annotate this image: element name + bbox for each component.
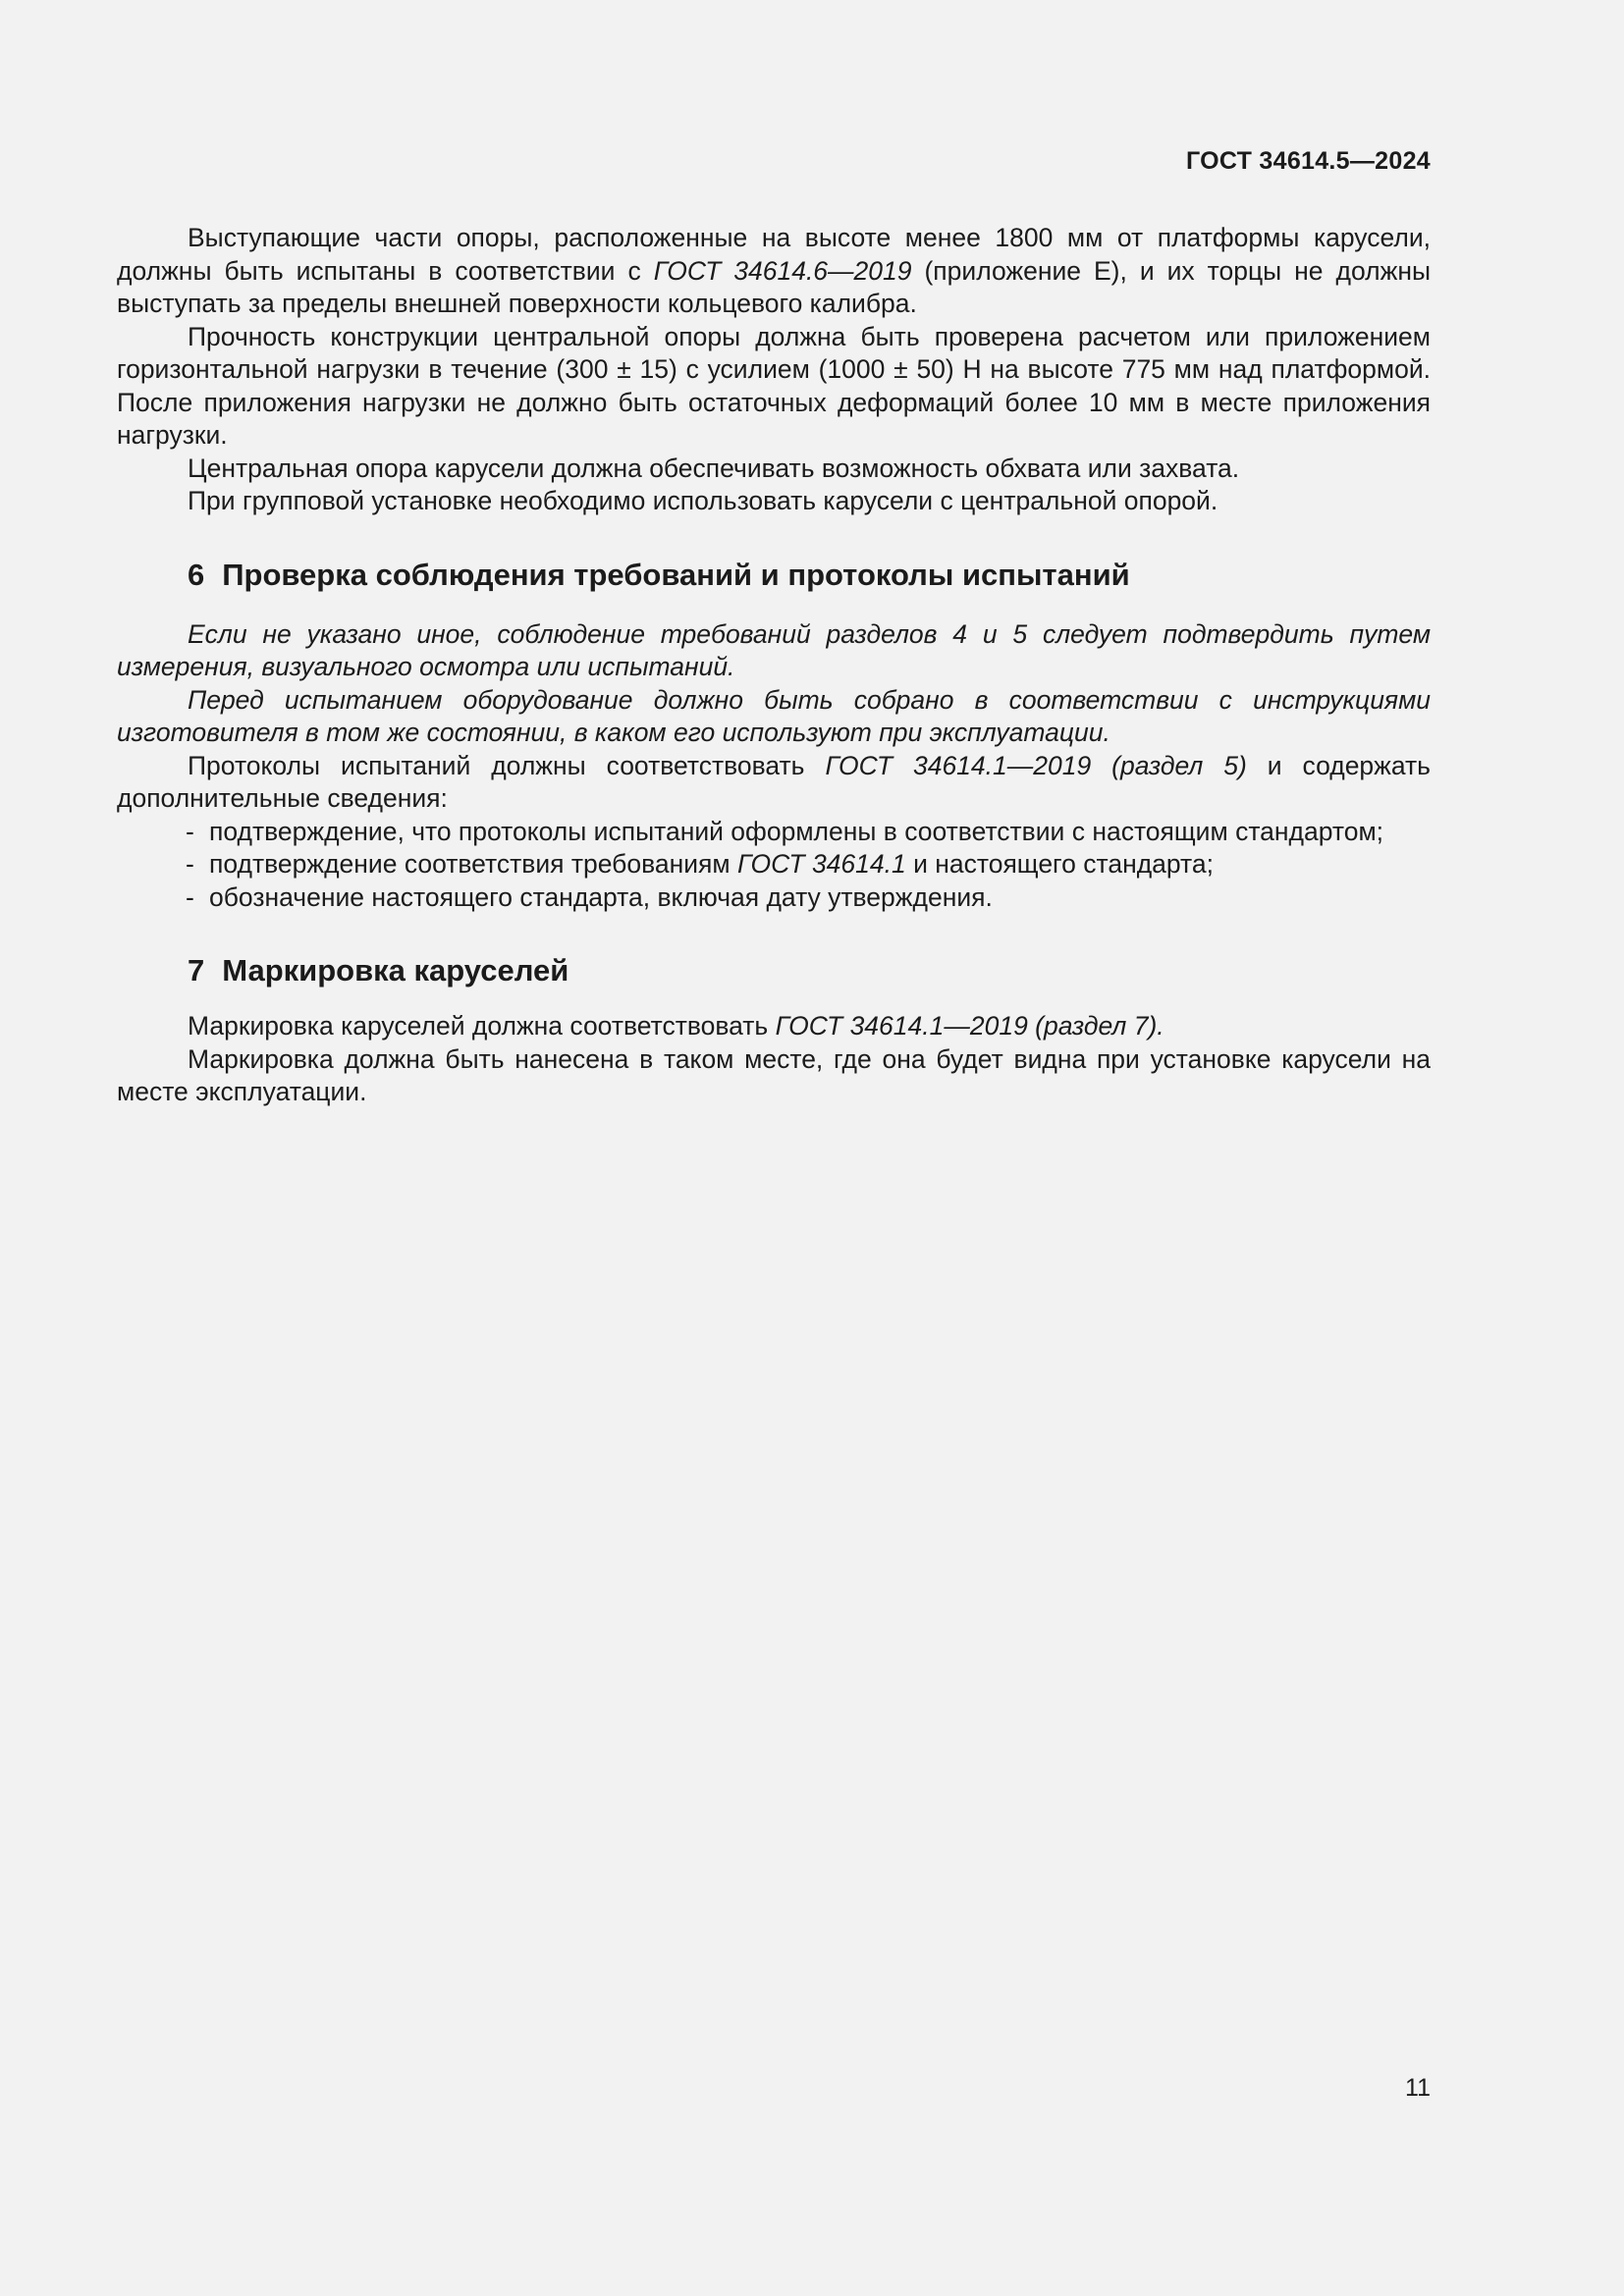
section-title: Проверка соблюдения требований и протоколы испытаний (222, 557, 1130, 592)
paragraph-marking-requirements: Маркировка каруселей должна соответствовать ГОСТ 34614.1—2019 (раздел 7). (188, 1011, 1164, 1041)
standard-reference: ГОСТ 34614.6—2019 (653, 255, 912, 286)
paragraph-grip: Центральная опора карусели должна обеспечивать возможность обхвата или захвата. (188, 453, 1240, 483)
list-item: - подтверждение соответствия требованиям ГОСТ 34614.1 и настоящего стандарта; (117, 848, 1431, 881)
paragraph-assembly: Перед испытанием оборудование должно быть собрано в соответствии с инструкциями изготовителя в том же состоянии, в каком его используют при эксплуатации. (117, 684, 1431, 747)
section-6-heading (117, 556, 1431, 595)
paragraph-verification: Если не указано иное, соблюдение требований разделов 4 и 5 следует подтвердить путем измерения, визуального осмотра или испытаний. (117, 618, 1431, 681)
paragraph-support-strength: Прочность конструкции центральной опоры должна быть проверена расчетом или приложением горизонтальной нагрузки в течение (300 ± 15) с усилием (1000 ± 50) Н на высоте 775 мм над платформой. После приложения нагрузки не должно быть остаточных деформаций более 10 мм в месте приложения нагрузки. (117, 321, 1431, 450)
paragraph-test-reports: Протоколы испытаний должны соответствовать ГОСТ 34614.1—2019 (раздел 5) и содержать дополнительные сведения: (117, 750, 1431, 813)
list-item: - обозначение настоящего стандарта, включая дату утверждения. (117, 881, 1431, 915)
page-number: 11 (1405, 2074, 1431, 2102)
section-title: Маркировка каруселей (222, 953, 569, 988)
paragraph-protruding-parts: Выступающие части опоры, расположенные на высоте менее 1800 мм от платформы карусели, должны быть испытаны в соответствии с ГОСТ 34614.6—2019 (приложение Е), и их торцы не должны выступать за пределы внешней поверхности кольцевого калибра. (117, 223, 1432, 318)
section-number: 7 (188, 953, 205, 988)
dash-bullet: - (186, 849, 194, 879)
dash-bullet: - (186, 881, 194, 912)
dash-bullet: - (186, 816, 194, 846)
section-number: 6 (188, 557, 205, 592)
list-item: - подтверждение, что протоколы испытаний оформлены в соответствии с настоящим стандартом; (117, 816, 1431, 849)
standard-reference: ГОСТ 34614.1—2019 (раздел 7). (775, 1011, 1164, 1041)
document-code: ГОСТ 34614.5—2024 (1185, 147, 1431, 175)
standard-reference: ГОСТ 34614.1 (736, 849, 906, 879)
standard-reference: ГОСТ 34614.1—2019 (раздел 5) (825, 750, 1247, 780)
paragraph-group-installation: При групповой установке необходимо использовать карусели с центральной опорой. (188, 486, 1218, 515)
section-7-heading (117, 951, 1431, 990)
paragraph-marking-location: Маркировка должна быть нанесена в таком месте, где она будет видна при установке карусели на месте эксплуатации. (117, 1043, 1431, 1106)
page-body (117, 222, 1431, 1109)
